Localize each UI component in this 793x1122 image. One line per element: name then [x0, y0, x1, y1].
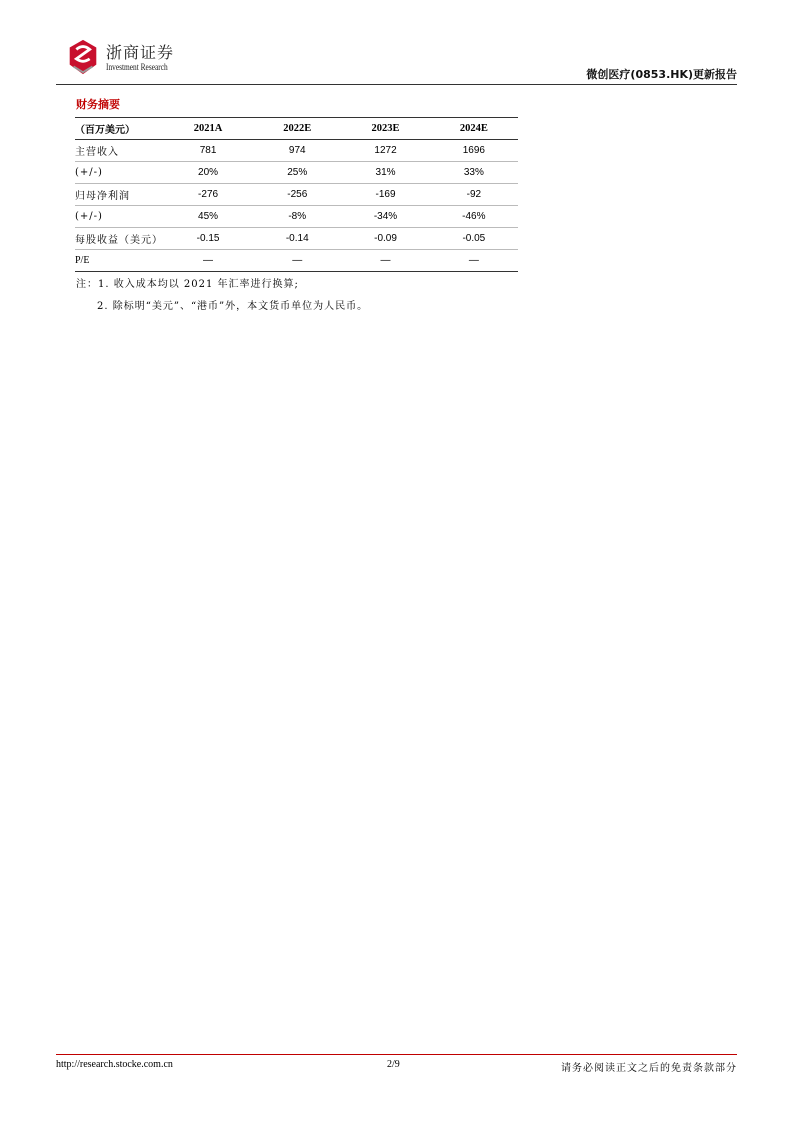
- footer-divider: [56, 1054, 737, 1055]
- row-label: (+/-): [75, 211, 103, 222]
- table-header-row: [75, 118, 518, 140]
- brand-name-cn: 浙商证券: [106, 43, 175, 62]
- brand-name-en: Investment Research: [106, 62, 168, 72]
- row-label: 主营收入: [75, 147, 119, 158]
- page-number: 2/9: [387, 1059, 400, 1070]
- table-row: [75, 228, 518, 250]
- table-cell: 31%: [375, 167, 396, 178]
- table-cell: -169: [375, 189, 396, 200]
- section-title: 财务摘要: [76, 98, 120, 111]
- row-label: 每股收益（美元）: [75, 235, 163, 246]
- report-title: 微创医疗(0853.HK)更新报告: [586, 68, 737, 81]
- table-cell: -0.14: [285, 233, 309, 244]
- table-row: [75, 206, 518, 228]
- financial-summary-table: [75, 117, 518, 272]
- table-row: [75, 184, 518, 206]
- table-cell: -8%: [288, 211, 307, 222]
- page-header: [56, 34, 737, 85]
- table-cell: —: [292, 255, 303, 266]
- footer-disclaimer: 请务必阅读正文之后的免责条款部分: [561, 1063, 737, 1074]
- zheshang-logo-icon: [64, 38, 102, 76]
- table-cell: -276: [198, 189, 219, 200]
- column-header: 2024E: [459, 123, 488, 134]
- table-cell: 1696: [462, 145, 485, 156]
- table-cell: 781: [199, 145, 217, 156]
- row-label: 归母净利润: [75, 191, 130, 202]
- row-label: (+/-): [75, 167, 103, 178]
- table-cell: -92: [466, 189, 482, 200]
- table-note-2: 2. 除标明“美元”、“港币”外，本文货币单位为人民币。: [97, 301, 369, 312]
- table-cell: —: [380, 255, 391, 266]
- table-cell: —: [203, 255, 214, 266]
- column-header: （百万美元）: [75, 125, 135, 136]
- table-cell: 45%: [198, 211, 219, 222]
- table-cell: 1272: [374, 145, 397, 156]
- row-label: P/E: [75, 255, 90, 266]
- table-cell: -34%: [373, 211, 398, 222]
- table-cell: 25%: [287, 167, 308, 178]
- column-header: 2022E: [283, 123, 312, 134]
- table-cell: 33%: [463, 167, 484, 178]
- column-header: 2021A: [193, 123, 223, 134]
- table-cell: -256: [287, 189, 308, 200]
- table-cell: -0.09: [374, 233, 397, 244]
- table-cell: 20%: [198, 167, 219, 178]
- table-cell: -46%: [462, 211, 486, 222]
- table-note-1: 注：1. 收入成本均以 2021 年汇率进行换算;: [76, 279, 299, 290]
- table-row: [75, 140, 518, 162]
- table-cell: —: [468, 255, 479, 266]
- table-cell: 974: [288, 145, 306, 156]
- footer-website-link[interactable]: http://research.stocke.com.cn: [56, 1059, 173, 1070]
- column-header: 2023E: [371, 123, 400, 134]
- table-row: [75, 162, 518, 184]
- table-row: [75, 250, 518, 272]
- table-cell: -0.15: [196, 233, 220, 244]
- table-cell: -0.05: [462, 233, 486, 244]
